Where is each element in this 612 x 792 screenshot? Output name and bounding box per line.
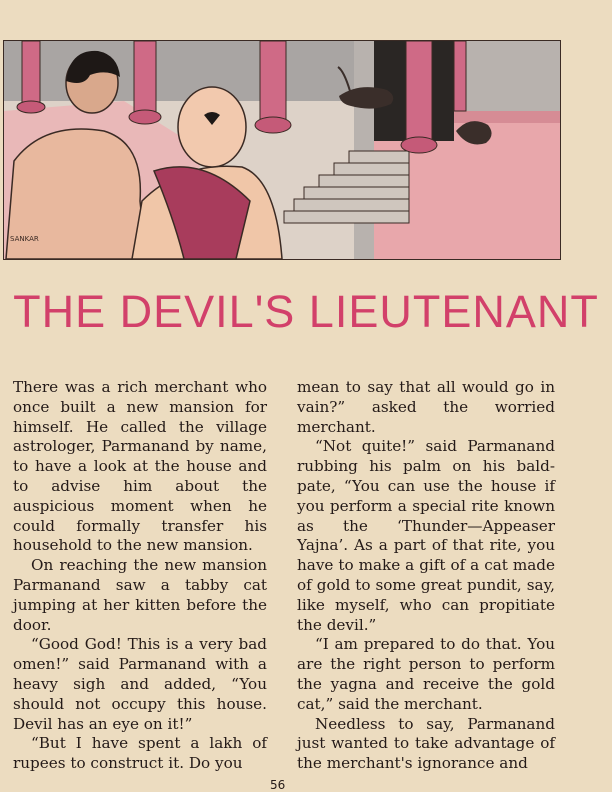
- paragraph: On reaching the new mansion Parmanand saw a tabby cat jumping at her kitten before the door.: [13, 556, 267, 634]
- paragraph: There was a rich merchant who once built a new mansion for himself. He called the village astrologer, Parmanand by name, to have a look at the house and to advise him about the auspicious moment when he could formally transfer his household to the new mansion.: [13, 378, 267, 555]
- story-title: THE DEVIL'S LIEUTENANT: [13, 286, 599, 337]
- text-column-right: [297, 378, 555, 774]
- story-illustration: [3, 40, 561, 260]
- paragraph: “Not quite!” said Parmanand rubbing his palm on his bald-pate, “You can use the house if you perform a special rite known as the ‘Thunder—Appeaser Yajna’. As a part of that rite, you have to make a gift of a cat made of gold to some great pundit, say, like myself, who can propitiate the devil.”: [297, 437, 555, 634]
- page-number: 56: [270, 778, 286, 792]
- paragraph: Needless to say, Parmanand just wanted to take advantage of the merchant's ignorance and: [297, 714, 555, 773]
- paragraph: “I am prepared to do that. You are the right person to perform the yagna and receive the gold cat,” said the merchant.: [297, 635, 555, 713]
- text-column-left: [13, 378, 267, 774]
- artist-signature: SANKAR: [10, 235, 39, 243]
- paragraph: “But I have spent a lakh of rupees to construct it. Do you: [13, 734, 267, 773]
- paragraph: mean to say that all would go in vain?” asked the worried merchant.: [297, 378, 555, 436]
- paragraph: “Good God! This is a very bad omen!” said Parmanand with a heavy sigh and added, “You should not occupy this house. Devil has an eye on it!”: [13, 635, 267, 733]
